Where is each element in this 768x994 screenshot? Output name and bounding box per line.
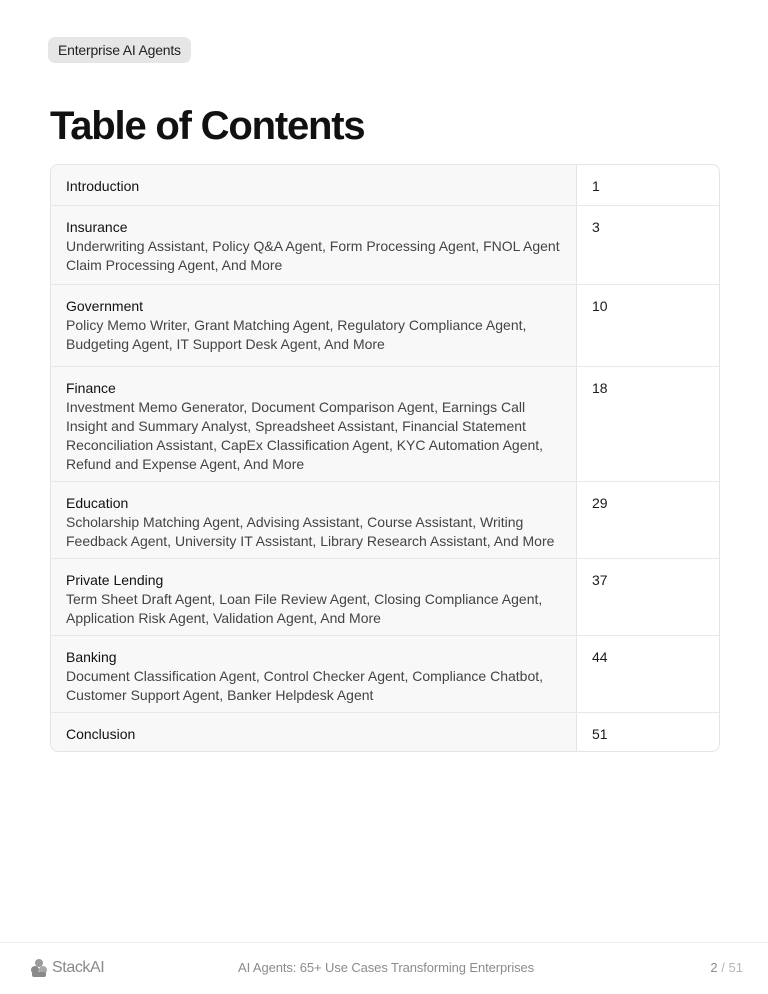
toc-section-title: Finance [66,380,116,396]
toc-page-number: 3 [592,219,600,235]
toc-section-title: Conclusion [66,726,136,742]
toc-section-description: Investment Memo Generator, Document Comparison Agent, Earnings Call Insight and Summary Analyst, Spreadsheet Assistant, Financial Statement Reconciliation Assistant, CapEx Classification Agent, KYC Automation Agent, Refund and Expense Agent, And More [66,399,544,472]
toc-row-banking[interactable] [51,635,719,712]
toc-page-number: 1 [592,178,600,194]
toc-page-number: 10 [592,298,608,314]
toc-section-cell [51,636,577,712]
toc-row-conclusion[interactable] [51,712,719,751]
toc-section-cell [51,559,577,635]
toc-section-cell [51,206,577,284]
toc-page-number: 51 [592,726,608,742]
toc-page-number: 37 [592,572,608,588]
brand-name: StackAI [52,959,105,976]
toc-row-finance[interactable] [51,366,719,481]
toc-row-private-lending[interactable] [51,558,719,635]
toc-section-title: Insurance [66,219,128,235]
toc-section-description: Term Sheet Draft Agent, Loan File Review Agent, Closing Compliance Agent, Application Risk Agent, Validation Agent, And More [66,591,543,626]
footer-brand [30,958,104,978]
toc-section-cell [51,285,577,366]
footer-doc-title: AI Agents: 65+ Use Cases Transforming Enterprises [238,960,535,975]
toc-row-government[interactable] [51,284,719,366]
toc-section-description: Document Classification Agent, Control Checker Agent, Compliance Chatbot, Customer Support Agent, Banker Helpdesk Agent [66,668,544,703]
toc-page-number: 18 [592,380,608,396]
toc-section-description: Policy Memo Writer, Grant Matching Agent, Regulatory Compliance Agent, Budgeting Agent, IT Support Desk Agent, And More [66,317,527,352]
toc-section-cell [51,482,577,558]
table-of-contents [50,164,720,752]
toc-section-title: Private Lending [66,572,164,588]
toc-section-cell [51,367,577,481]
stackai-logo-icon [30,958,48,978]
toc-section-title: Introduction [66,178,140,194]
toc-section-title: Education [66,495,129,511]
toc-section-title: Banking [66,649,117,665]
footer-divider [0,942,768,943]
toc-section-title: Government [66,298,144,314]
category-badge: Enterprise AI Agents [48,37,191,63]
page-separator: / [721,960,725,975]
page-indicator [710,960,743,975]
toc-row-insurance[interactable] [51,205,719,284]
toc-row-introduction[interactable] [51,165,719,205]
toc-section-description: Scholarship Matching Agent, Advising Assistant, Course Assistant, Writing Feedback Agent, University IT Assistant, Library Research Assistant, And More [66,514,555,549]
toc-row-education[interactable] [51,481,719,558]
page-title: Table of Contents [50,104,365,148]
current-page-number: 2 [710,960,718,975]
total-pages: 51 [728,960,743,975]
toc-section-description: Underwriting Assistant, Policy Q&A Agent, Form Processing Agent, FNOL Agent Claim Processing Agent, And More [66,238,560,273]
toc-page-number: 29 [592,495,608,511]
toc-page-number: 44 [592,649,608,665]
toc-section-cell [51,713,577,751]
toc-section-cell [51,165,577,205]
